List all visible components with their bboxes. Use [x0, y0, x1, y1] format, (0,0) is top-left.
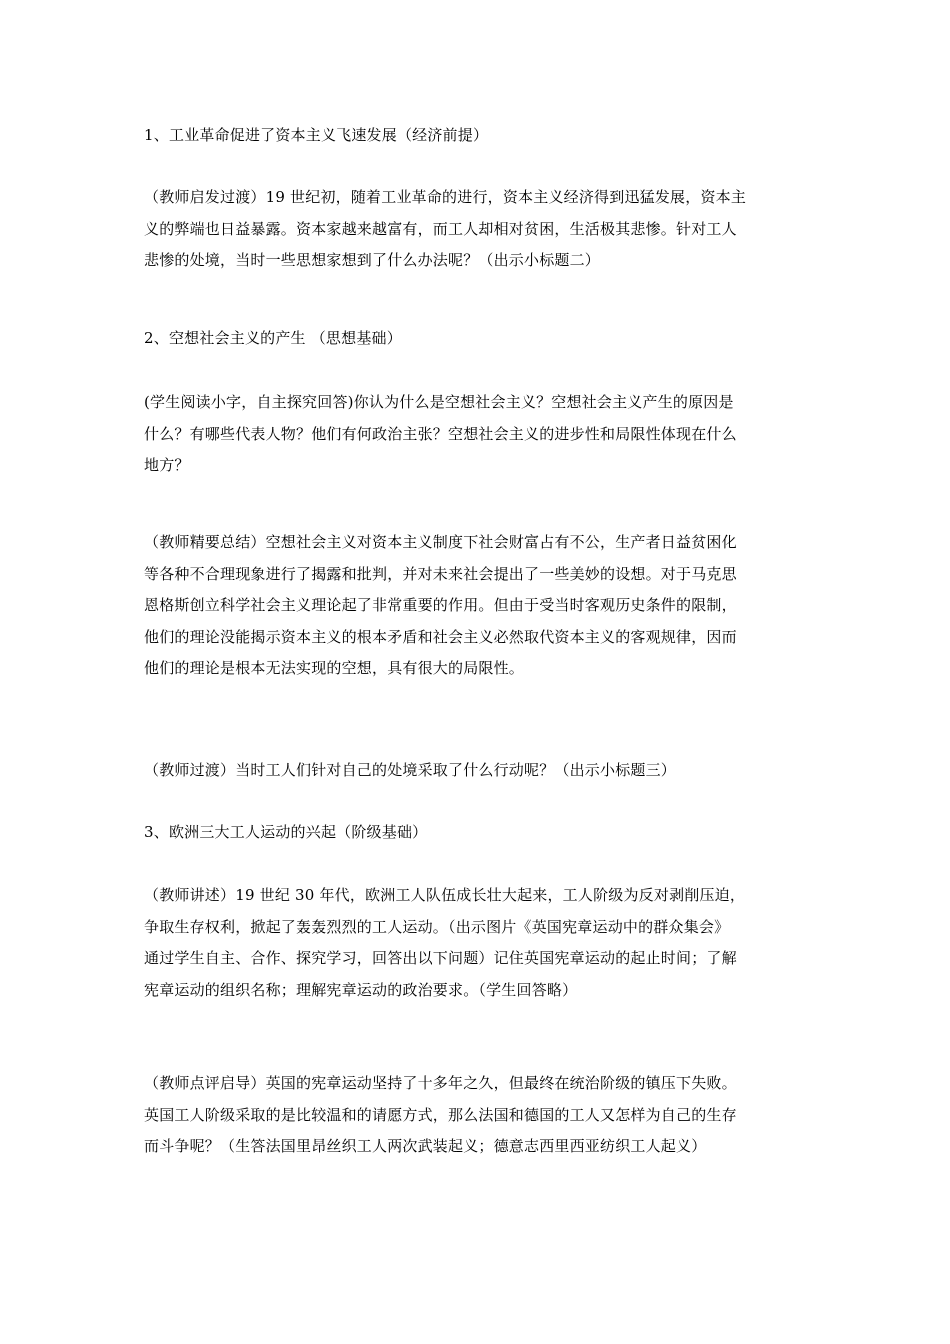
paragraph-teacher-transition-1 [144, 182, 808, 277]
paragraph-teacher-narration [144, 880, 808, 1006]
text-line: 通过学生自主、合作、探究学习，回答出以下问题）记住英国宪章运动的起止时间；了解 [144, 949, 737, 967]
paragraph-teacher-transition-2 [144, 755, 808, 787]
text-line: 而斗争呢？（生答法国里昂丝织工人两次武装起义；德意志西里西亚纺织工人起义） [144, 1137, 707, 1155]
text-line: 争取生存权利，掀起了轰轰烈烈的工人运动。（出示图片《英国宪章运动中的群众集会》 [144, 917, 730, 936]
text-line: 悲惨的处境，当时一些思想家想到了什么办法呢？（出示小标题二） [144, 251, 601, 269]
text-line: （教师点评启导）英国的宪章运动坚持了十多年之久，但最终在统治阶级的镇压下失败。 [144, 1074, 737, 1092]
heading-2-utopian-socialism [144, 323, 808, 355]
heading-3-workers-movements [144, 817, 808, 849]
text-line: (学生阅读小字，自主探究回答)你认为什么是空想社会主义？空想社会主义产生的原因是 [144, 393, 734, 411]
text-line: 什么？有哪些代表人物？他们有何政治主张？空想社会主义的进步性和局限性体现在什么 [144, 424, 737, 443]
paragraph-student-inquiry [144, 387, 808, 482]
paragraph-teacher-summary [144, 527, 808, 685]
text-line: 义的弊端也日益暴露。资本家越来越富有，而工人却相对贫困，生活极其悲惨。针对工人 [144, 219, 737, 238]
text-line: 他们的理论没能揭示资本主义的根本矛盾和社会主义必然取代资本主义的客观规律，因而 [144, 627, 737, 646]
text-line: （教师过渡）当时工人们针对自己的处境采取了什么行动呢？（出示小标题三） [144, 761, 677, 779]
text-line: 恩格斯创立科学社会主义理论起了非常重要的作用。但由于受当时客观历史条件的限制， [144, 596, 737, 614]
text-line: 等各种不合理现象进行了揭露和批判，并对未来社会提出了一些美妙的设想。对于马克思 [144, 564, 737, 583]
text-line: 3、欧洲三大工人运动的兴起（阶级基础） [144, 823, 428, 841]
text-line: 他们的理论是根本无法实现的空想，具有很大的局限性。 [144, 659, 525, 677]
text-line: （教师启发过渡）19 世纪初，随着工业革命的进行，资本主义经济得到迅猛发展，资本主 [144, 188, 747, 206]
text-line: （教师精要总结）空想社会主义对资本主义制度下社会财富占有不公，生产者日益贫困化 [144, 533, 737, 551]
text-line: 英国工人阶级采取的是比较温和的请愿方式，那么法国和德国的工人又怎样为自己的生存 [144, 1105, 737, 1124]
text-line: 地方？ [144, 456, 190, 474]
paragraph-teacher-commentary [144, 1068, 808, 1163]
text-line: 2、空想社会主义的产生 （思想基础） [144, 329, 402, 347]
text-line: 1、工业革命促进了资本主义飞速发展（经济前提） [144, 126, 489, 144]
heading-1-industrial-revolution [144, 120, 808, 152]
text-line: （教师讲述）19 世纪 30 年代，欧洲工人队伍成长壮大起来，工人阶级为反对剥削压迫， [144, 886, 746, 904]
text-line: 宪章运动的组织名称；理解宪章运动的政治要求。（学生回答略） [144, 980, 578, 999]
